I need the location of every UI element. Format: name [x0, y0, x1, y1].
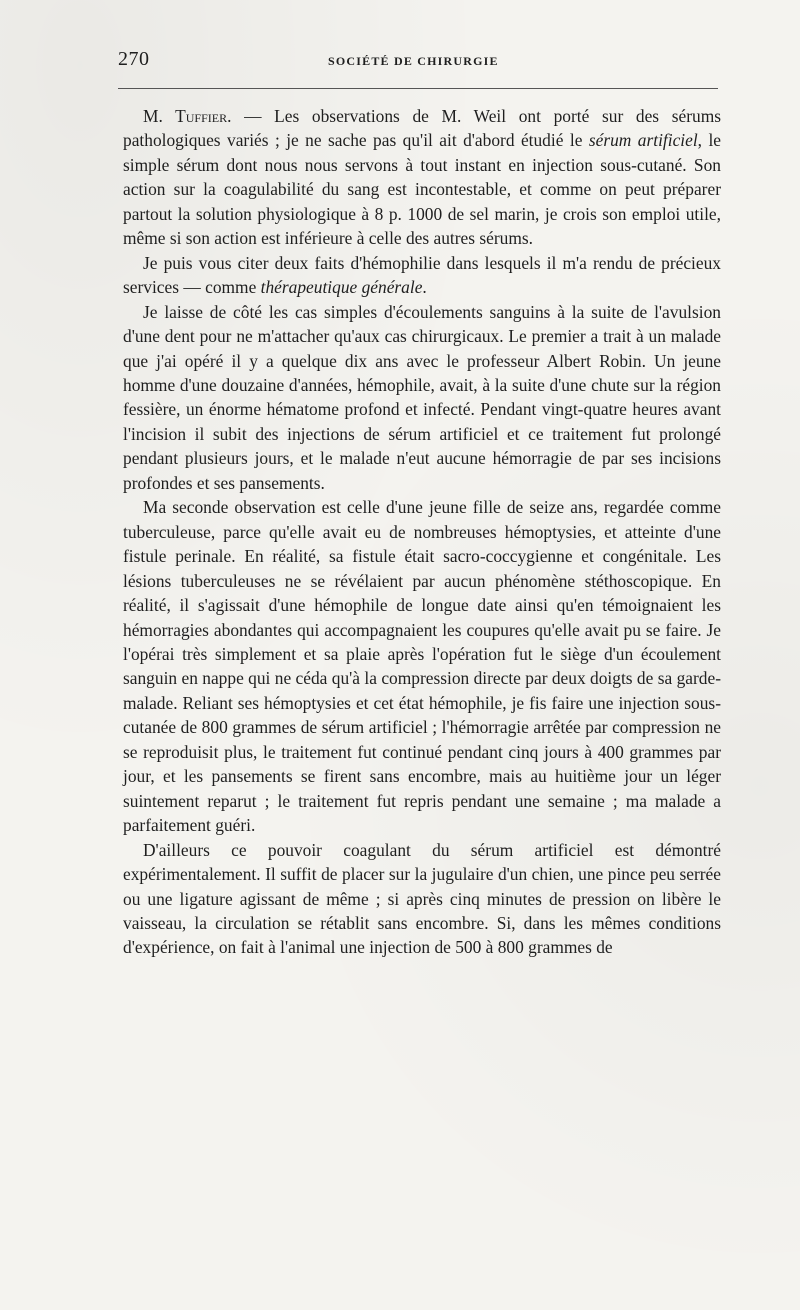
- paragraph-2-text-a: Je puis vous citer deux faits d'hémophilie dans lesquels il m'a rendu de précieux services — comme: [123, 252, 721, 298]
- paragraph-2-italic: thérapeutique générale: [260, 277, 423, 298]
- running-head: SOCIÉTÉ DE CHIRURGIE: [328, 54, 499, 68]
- paragraph-4: Ma seconde observation est celle d'une jeune fille de seize ans, regardée comme tuberculeuse, parce qu'elle avait eu de nombreuses hémoptysies, et atteinte d'une fistule perinale. En réalité, sa fistule était sacro-coccygienne et congénitale. Les lésions tuberculeuses ne se révélaient par aucun phénomène stéthoscopique. En réalité, il s'agissait d'une hémophile de longue date ainsi qu'en témoignaient les hémorragies abondantes qui accompagnaient les coupures qu'elle avait pu se faire. Je l'opérai très simplement et sa plaie après l'opération fut le siège d'un écoulement sanguin en nappe qui ne céda qu'à la compression directe par deux doigts de sa garde-malade. Reliant ses hémoptysies et cet état hémophile, je fis faire une injection sous-cutanée de 800 grammes de sérum artificiel ; l'hémorragie arrêtée par compression ne se reproduisit plus, le traitement fut continué pendant cinq jours à 400 grammes par jour, et les pansements se firent sans encombre, mais au huitième jour un léger suintement reparut ; le traitement fut repris pendant une semaine ; ma malade a parfaitement guéri.: [123, 497, 721, 836]
- paragraph-5: D'ailleurs ce pouvoir coagulant du sérum artificiel est démontré expérimentalement. Il suffit de placer sur la jugulaire d'un chien, une pince peu serrée ou une ligature agissant de même ; si après cinq minutes de pression on libère le vaisseau, la circulation se rétablit sans encombre. Si, dans les mêmes conditions d'expérience, on fait à l'animal une injection de 500 à 800 grammes de: [123, 839, 721, 958]
- body-text: [123, 104, 721, 960]
- paragraph-1-italic: sérum artificiel: [588, 130, 698, 151]
- speaker-name: M. Tuffier.: [143, 106, 232, 126]
- paragraph-3: Je laisse de côté les cas simples d'écoulements sanguins à la suite de l'avulsion d'une dent pour ne m'attacher qu'aux cas chirurgicaux. Le premier a trait à un malade que j'ai opéré il y a quelque dix ans avec le professeur Albert Robin. Un jeune homme d'une douzaine d'années, hémophile, avait, à la suite d'une chute sur la région fessière, un énorme hématome profond et infecté. Pendant vingt-quatre heures avant l'incision il subit des injections de sérum artificiel et ce traitement fut prolongé pendant plusieurs jours, et le malade n'eut aucune hémorragie de par ses incisions profondes et ses pansements.: [123, 301, 721, 493]
- paragraph-1: [123, 104, 721, 251]
- page-header: [118, 48, 722, 72]
- header-rule: [118, 88, 718, 89]
- paragraph-1-text-a: — Les observations de M. Weil ont porté sur des sérums pathologiques variés ; je ne sache pas qu'il ait d'abord étudié le: [123, 106, 721, 151]
- paragraph-2: [123, 251, 721, 300]
- paragraph-2-text-b: .: [422, 277, 427, 298]
- page-number: 270: [118, 48, 150, 70]
- paragraph-1-text-b: , le simple sérum dont nous nous servons à tout instant en injection sous-cutané. Son action sur la coagulabilité du sang est incontestable, et comme on peut préparer partout la solution physiologique à 8 p. 1000 de sel marin, je crois son emploi utile, même si son action est inférieure à celle des autres sérums.: [123, 130, 721, 249]
